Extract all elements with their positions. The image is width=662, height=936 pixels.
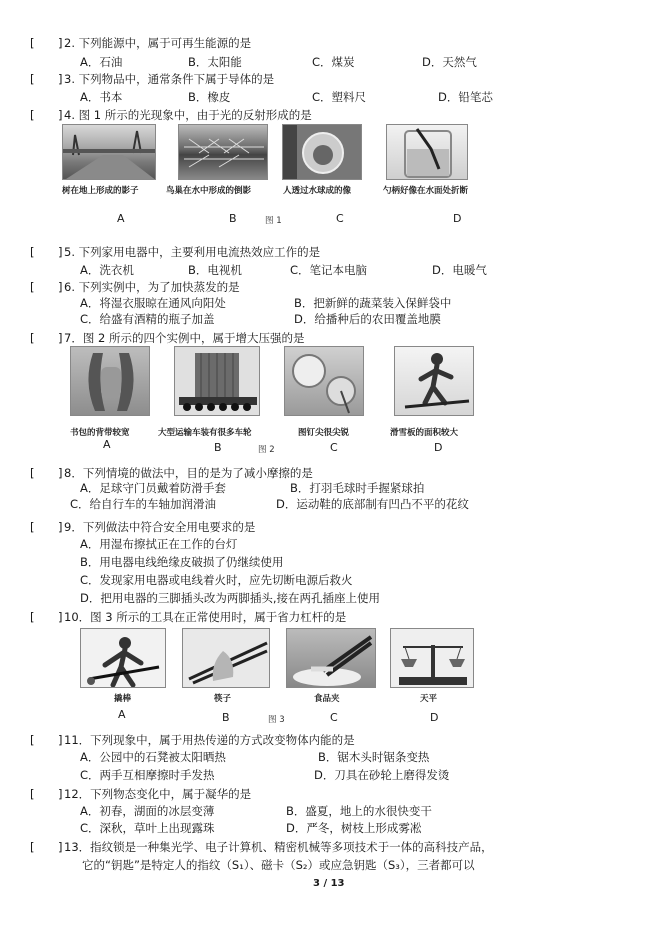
- answer-bracket-close: ]: [58, 733, 63, 747]
- balance-scale-photo: [390, 628, 474, 688]
- q6-option-a: A．将湿衣服晾在通风向阳处: [80, 296, 226, 310]
- answer-bracket-close: ]: [58, 280, 63, 294]
- q2-option-b: B．太阳能: [188, 55, 242, 69]
- q10-label-a: A: [118, 708, 126, 721]
- q4-caption-b: 鸟巢在水中形成的倒影: [166, 186, 252, 196]
- q7-label-c: C: [330, 441, 338, 454]
- answer-bracket-close: ]: [58, 520, 63, 534]
- q5-stem: 5. 下列家用电器中，主要利用电流热效应工作的是: [64, 245, 321, 259]
- q8-option-a: A．足球守门员戴着防滑手套: [80, 481, 226, 495]
- food-tongs-photo: [286, 628, 376, 688]
- q9-option-b: B．用电器电线绝缘皮破损了仍继续使用: [80, 555, 284, 569]
- q5-option-b: B．电视机: [188, 263, 242, 277]
- figure-2-label: 图 2: [258, 445, 275, 455]
- q4-label-d: D: [453, 212, 462, 225]
- q11-option-c: C．两手互相摩擦时手发热: [80, 768, 215, 782]
- q7-caption-c: 图钉尖很尖锐: [298, 428, 350, 438]
- answer-bracket-open: [: [30, 733, 35, 747]
- q10-label-d: D: [430, 711, 439, 724]
- answer-bracket-open: [: [30, 610, 35, 624]
- q4-caption-d: 勺柄好像在水面处折断: [383, 186, 469, 196]
- bird-nest-reflection-photo: [178, 124, 268, 180]
- tree-shadow-photo: [62, 124, 156, 180]
- answer-bracket-open: [: [30, 280, 35, 294]
- answer-bracket-close: ]: [58, 610, 63, 624]
- q6-option-c: C．给盛有酒精的瓶子加盖: [80, 312, 215, 326]
- figure-3-label: 图 3: [268, 715, 285, 725]
- answer-bracket-close: ]: [58, 331, 63, 345]
- q11-option-d: D．刀具在砂轮上磨得发烫: [314, 768, 450, 782]
- answer-bracket-open: [: [30, 520, 35, 534]
- answer-bracket-open: [: [30, 787, 35, 801]
- q9-option-d: D．把用电器的三脚插头改为两脚插头,接在两孔插座上使用: [80, 591, 381, 605]
- q4-label-b: B: [229, 212, 237, 225]
- q10-stem: 10．图 3 所示的工具在正常使用时，属于省力杠杆的是: [64, 610, 347, 624]
- q3-option-a: A．书本: [80, 90, 123, 104]
- q4-label-a: A: [117, 212, 125, 225]
- answer-bracket-close: ]: [58, 72, 63, 86]
- q8-option-d: D．运动鞋的底部制有凹凸不平的花纹: [276, 497, 469, 511]
- q10-caption-a: 撬棒: [114, 694, 132, 704]
- q3-option-c: C．塑料尺: [312, 90, 367, 104]
- q7-label-d: D: [434, 441, 443, 454]
- q10-caption-c: 食品夹: [314, 694, 340, 704]
- q5-option-c: C．笔记本电脑: [290, 263, 368, 277]
- answer-bracket-close: ]: [58, 108, 63, 122]
- q10-caption-b: 筷子: [214, 694, 232, 704]
- q4-stem: 4. 图 1 所示的光现象中，由于光的反射形成的是: [64, 108, 312, 122]
- transport-truck-photo: [174, 346, 260, 416]
- q10-label-c: C: [330, 711, 338, 724]
- water-ball-photo: [282, 124, 362, 180]
- q7-stem: 7．图 2 所示的四个实例中，属于增大压强的是: [64, 331, 305, 345]
- q11-option-a: A．公园中的石凳被太阳晒热: [80, 750, 226, 764]
- q6-option-d: D．给播种后的农田覆盖地膜: [294, 312, 441, 326]
- answer-bracket-open: [: [30, 245, 35, 259]
- q11-stem: 11．下列现象中，属于用热传递的方式改变物体内能的是: [64, 733, 355, 747]
- q4-caption-c: 人透过水球成的像: [283, 186, 352, 196]
- q8-option-c: C．给自行车的车轴加润滑油: [70, 497, 217, 511]
- answer-bracket-close: ]: [58, 840, 63, 854]
- answer-bracket-open: [: [30, 466, 35, 480]
- answer-bracket-open: [: [30, 840, 35, 854]
- crowbar-photo: [80, 628, 166, 688]
- q2-option-a: A．石油: [80, 55, 123, 69]
- skier-photo: [394, 346, 474, 416]
- answer-bracket-open: [: [30, 331, 35, 345]
- q12-option-b: B．盛夏，地上的水很快变干: [286, 804, 432, 818]
- figure-1-label: 图 1: [265, 216, 282, 226]
- q9-option-a: A．用湿布擦拭正在工作的台灯: [80, 537, 238, 551]
- q5-option-d: D．电暖气: [432, 263, 487, 277]
- q7-label-b: B: [214, 441, 222, 454]
- chopsticks-photo: [182, 628, 270, 688]
- q7-caption-d: 滑雪板的面积较大: [390, 428, 459, 438]
- q2-option-c: C．煤炭: [312, 55, 355, 69]
- q13-line-1: 13．指纹锁是一种集光学、电子计算机、精密机械等多项技术于一体的高科技产品，: [64, 840, 493, 854]
- thumbtack-photo: [284, 346, 364, 416]
- answer-bracket-open: [: [30, 72, 35, 86]
- answer-bracket-close: ]: [58, 787, 63, 801]
- q7-caption-a: 书包的背带较宽: [70, 428, 130, 438]
- q8-stem: 8．下列情境的做法中，目的是为了减小摩擦的是: [64, 466, 313, 480]
- q12-option-d: D．严冬，树枝上形成雾凇: [286, 821, 422, 835]
- q7-caption-b: 大型运输车装有很多车轮: [158, 428, 252, 438]
- q12-stem: 12．下列物态变化中，属于凝华的是: [64, 787, 252, 801]
- answer-bracket-close: ]: [58, 466, 63, 480]
- q10-label-b: B: [222, 711, 230, 724]
- q3-option-b: B．橡皮: [188, 90, 231, 104]
- answer-bracket-close: ]: [58, 36, 63, 50]
- q8-option-b: B．打羽毛球时手握紧球拍: [290, 481, 425, 495]
- q6-stem: 6. 下列实例中，为了加快蒸发的是: [64, 280, 240, 294]
- q2-option-d: D．天然气: [422, 55, 477, 69]
- backpack-straps-photo: [70, 346, 150, 416]
- q5-option-a: A．洗衣机: [80, 263, 134, 277]
- q12-option-a: A．初春，湖面的冰层变薄: [80, 804, 215, 818]
- q9-option-c: C．发现家用电器或电线着火时，应先切断电源后救火: [80, 573, 353, 587]
- q3-option-d: D．铅笔芯: [438, 90, 493, 104]
- q13-line-2: 它的“钥匙”是特定人的指纹（S₁）、磁卡（S₂）或应急钥匙（S₃），三者都可以: [82, 858, 475, 872]
- q9-stem: 9．下列做法中符合安全用电要求的是: [64, 520, 256, 534]
- q7-label-a: A: [103, 438, 111, 451]
- page-number: 3 / 13: [313, 878, 345, 889]
- q10-caption-d: 天平: [420, 694, 438, 704]
- q4-caption-a: 树在地上形成的影子: [62, 186, 139, 196]
- answer-bracket-open: [: [30, 108, 35, 122]
- q11-option-b: B．锯木头时锯条变热: [318, 750, 430, 764]
- q3-stem: 3. 下列物品中，通常条件下属于导体的是: [64, 72, 275, 86]
- spoon-in-glass-photo: [386, 124, 468, 180]
- q2-stem: 2. 下列能源中，属于可再生能源的是: [64, 36, 252, 50]
- q4-label-c: C: [336, 212, 344, 225]
- q12-option-c: C．深秋，草叶上出现露珠: [80, 821, 215, 835]
- answer-bracket-open: [: [30, 36, 35, 50]
- q6-option-b: B．把新鲜的蔬菜装入保鲜袋中: [294, 296, 452, 310]
- answer-bracket-close: ]: [58, 245, 63, 259]
